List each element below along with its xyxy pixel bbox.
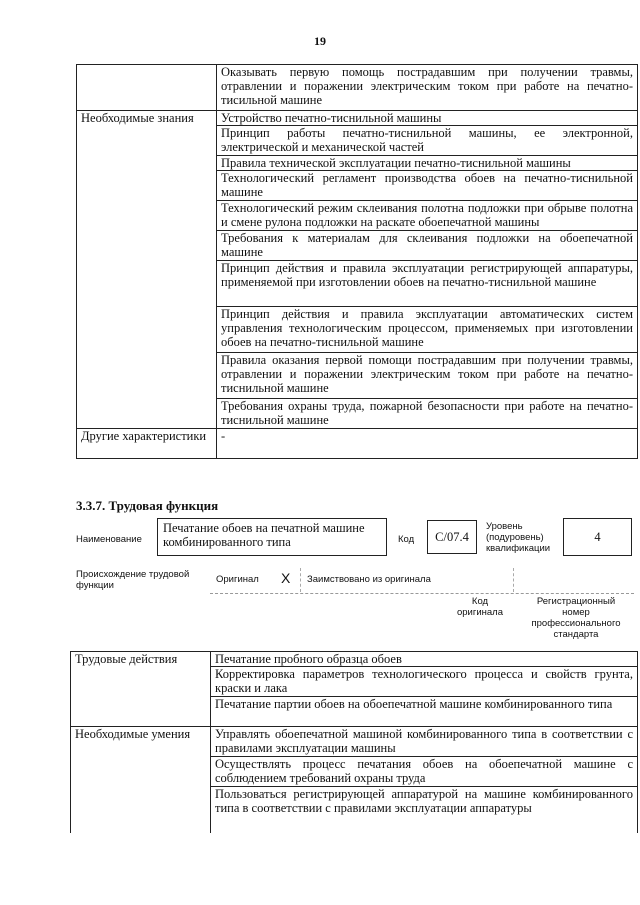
row-label	[77, 126, 217, 156]
row-value: Устройство печатно-тиснильной машины	[217, 111, 638, 126]
row-label	[71, 757, 211, 787]
row-label-actions: Трудовые действия	[71, 652, 211, 667]
row-value: Осуществлять процесс печатания обоев на обоепечатной машине с соблюдением требований охраны труда	[211, 757, 638, 787]
row-value: Технологический режим склеивания полотна подложки при обрыве полотна и смене рулона подложки на раскате обоепечатной машины	[217, 201, 638, 231]
row-value: Требования охраны труда, пожарной безопасности при работе на печатно-тиснильной машине	[217, 399, 638, 429]
row-value: Печатание пробного образца обоев	[211, 652, 638, 667]
row-label	[71, 787, 211, 833]
reg-number-label: Регистрационный номер профессионального стандарта	[531, 596, 621, 640]
row-value: Пользоваться регистрирующей аппаратурой на машине комбинированного типа в соответствии с правилами эксплуатации аппаратуры	[211, 787, 638, 833]
row-label	[77, 261, 217, 307]
origin-label: Происхождение трудовой функции	[76, 569, 190, 591]
table-row	[71, 727, 638, 757]
name-value: Печатание обоев на печатной машине комбинированного типа	[163, 521, 365, 549]
table-row	[77, 65, 638, 111]
row-label	[77, 171, 217, 201]
code-label: Код	[398, 534, 415, 545]
labor-actions-table	[70, 651, 638, 833]
row-value: Принцип работы печатно-тиснильной машины, ее электронной, электрической и механической частей	[217, 126, 638, 156]
table-row	[71, 667, 638, 697]
row-value: Управлять обоепечатной машиной комбинированного типа в соответствии с правилами эксплуатации машины	[211, 727, 638, 757]
page-number: 19	[314, 34, 326, 48]
row-label	[77, 65, 217, 111]
table-row	[77, 353, 638, 399]
row-value: Технологический регламент производства обоев на печатно-тиснильной машине	[217, 171, 638, 201]
borrowed-label: Заимствовано из оригинала	[307, 574, 431, 585]
row-label	[77, 399, 217, 429]
table-row	[71, 652, 638, 667]
row-label	[71, 697, 211, 727]
level-label: Уровень (подуровень) квалификации	[486, 521, 551, 554]
row-label-skills: Необходимые умения	[71, 727, 211, 757]
row-value: Требования к материалам для склеивания подложки на обоепечатной машине	[217, 231, 638, 261]
table-row	[77, 261, 638, 307]
row-value: Принцип действия и правила эксплуатации автоматических систем управления технологическим процессом, применяемых при изготовлении обоев на печатно-тиснильной машине	[217, 307, 638, 353]
name-value-box	[157, 518, 387, 556]
origin-divider-v	[300, 568, 301, 592]
table-row	[71, 697, 638, 727]
table-row	[77, 231, 638, 261]
code-value-box	[427, 520, 477, 554]
table-row	[77, 111, 638, 126]
original-label: Оригинал	[216, 574, 259, 585]
row-label-other: Другие характеристики	[77, 429, 217, 459]
row-value: Оказывать первую помощь пострадавшим при получении травмы, отравлении и поражении электрическим током при работе на печатно-тисильной машине	[217, 65, 638, 111]
table-row	[77, 429, 638, 459]
original-mark: X	[281, 570, 291, 586]
table-row	[71, 757, 638, 787]
row-label	[77, 353, 217, 399]
row-label	[77, 201, 217, 231]
table-row	[77, 156, 638, 171]
row-label	[71, 667, 211, 697]
row-value: Правила оказания первой помощи пострадавшим при получении травмы, отравлении и поражении электрическим током при работе на печатно-тиснильной машине	[217, 353, 638, 399]
row-label	[77, 156, 217, 171]
code-original-label: Код оригинала	[456, 596, 503, 618]
table-row	[77, 399, 638, 429]
row-label	[77, 307, 217, 353]
section-title: 3.3.7. Трудовая функция	[76, 498, 219, 513]
table-row	[77, 201, 638, 231]
requirements-table	[76, 64, 638, 459]
row-value: -	[217, 429, 638, 459]
level-value: 4	[594, 530, 601, 544]
table-row	[77, 307, 638, 353]
level-value-box	[563, 518, 632, 556]
table-row	[77, 126, 638, 156]
code-value: C/07.4	[435, 530, 469, 544]
row-value: Правила технической эксплуатации печатно-тиснильной машины	[217, 156, 638, 171]
table-row	[77, 171, 638, 201]
row-value: Печатание партии обоев на обоепечатной машине комбинированного типа	[211, 697, 638, 727]
row-label-knowledge: Необходимые знания	[77, 111, 217, 126]
row-value: Принцип действия и правила эксплуатации регистрирующей аппаратуры, применяемой при изготовлении обоев на печатно-тиснильной машине	[217, 261, 638, 307]
origin-divider	[210, 593, 634, 594]
origin-divider-v2	[513, 568, 514, 592]
name-label: Наименование	[76, 534, 142, 545]
row-value: Корректировка параметров технологического процесса и свойств грунта, краски и лака	[211, 667, 638, 697]
table-row	[71, 787, 638, 833]
row-label	[77, 231, 217, 261]
